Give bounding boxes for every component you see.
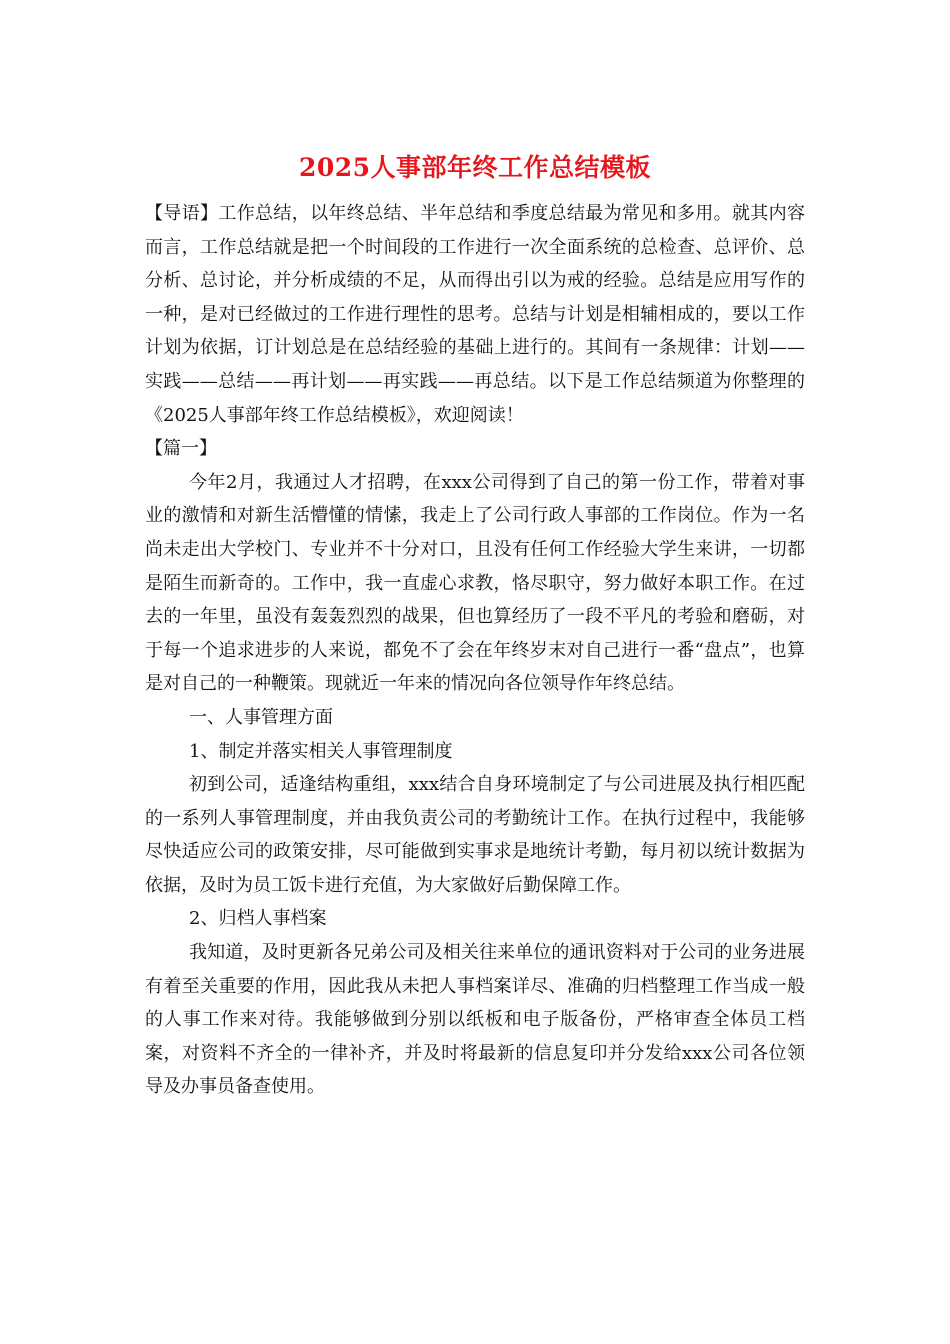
subheading-regulations: 1、制定并落实相关人事管理制度 (189, 740, 453, 762)
heading-personnel-management: 一、人事管理方面 (189, 706, 333, 728)
document-body (145, 197, 805, 1104)
body-paragraph-3: 我知道，及时更新各兄弟公司及相关往来单位的通讯资料对于公司的业务进展有着至关重要的作用，因此我从未把人事档案详尽、准确的归档整理工作当成一般的人事工作来对待。我能够做到分别以纸板和电子版备份，严格审查全体员工档案，对资料不齐全的一律补齐，并及时将最新的信息复印并分发给xxx公司各位领导及办事员备查使用。 (145, 942, 805, 1098)
body-paragraph-1: 今年2月，我通过人才招聘，在xxx公司得到了自己的第一份工作，带着对事业的激情和对新生活懵懂的情愫，我走上了公司行政人事部的工作岗位。作为一名尚未走出大学校门、专业并不十分对口，且没有任何工作经验大学生来讲，一切都是陌生而新奇的。工作中，我一直虚心求教，恪尽职守，努力做好本职工作。在过去的一年里，虽没有轰轰烈烈的战果，但也算经历了一段不平凡的考验和磨砺，对于每一个追求进步的人来说，都免不了会在年终岁末对自己进行一番“盘点”，也算是对自己的一种鞭策。现就近一年来的情况向各位领导作年终总结。 (145, 471, 805, 695)
document-title: 2025人事部年终工作总结模板 (298, 153, 652, 182)
section-label: 【篇一】 (145, 438, 217, 460)
subheading-archives: 2、归档人事档案 (189, 908, 327, 930)
intro-paragraph: 【导语】工作总结，以年终总结、半年总结和季度总结最为常见和多用。就其内容而言，工作总结就是把一个时间段的工作进行一次全面系统的总检查、总评价、总分析、总讨论，并分析成绩的不足，从而得出引以为戒的经验。总结是应用写作的一种，是对已经做过的工作进行理性的思考。总结与计划是相辅相成的，要以工作计划为依据，订计划总是在总结经验的基础上进行的。其间有一条规律：计划——实践——总结——再计划——再实践——再总结。以下是工作总结频道为你整理的《2025人事部年终工作总结模板》，欢迎阅读！ (145, 203, 805, 426)
body-paragraph-2: 初到公司，适逢结构重组，xxx结合自身环境制定了与公司进展及执行相匹配的一系列人事管理制度，并由我负责公司的考勤统计工作。在执行过程中，我能够尽快适应公司的政策安排，尽可能做到实事求是地统计考勤，每月初以统计数据为依据，及时为员工饭卡进行充值，为大家做好后勤保障工作。 (145, 774, 805, 896)
